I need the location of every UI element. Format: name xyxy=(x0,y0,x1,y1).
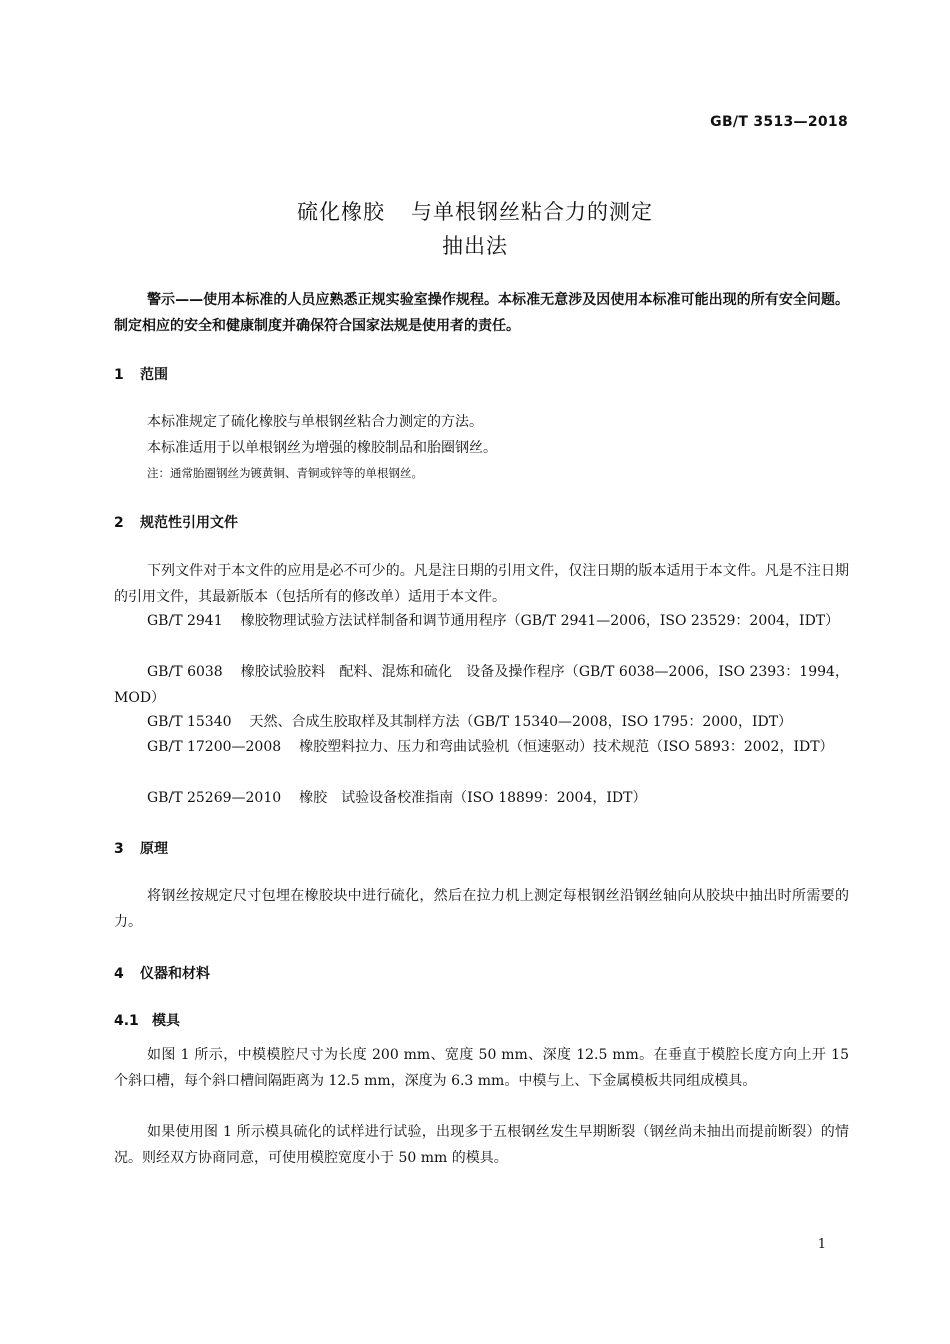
mold-paragraph-1: 如图 1 所示，中模模腔尺寸为长度 200 mm、宽度 50 mm、深度 12.5 mm。在垂直于模腔长度方向上开 15 个斜口槽，每个斜口槽间隔距离为 12.5 mm，深度为 6.3 mm。中模与上、下金属模板共同组成模具。 xyxy=(114,1047,849,1089)
reference-item xyxy=(114,660,849,711)
reference-code: GB/T 17200—2008 xyxy=(147,739,282,755)
mold-paragraph-2: 如果使用图 1 所示模具硫化的试样进行试验，出现多于五根钢丝发生早期断裂（钢丝尚未抽出而提前断裂）的情况。则经双方协商同意，可使用模腔宽度小于 50 mm 的模具。 xyxy=(114,1124,849,1166)
reference-text: 天然、合成生胶取样及其制样方法（GB/T 15340—2008，ISO 1795：2000，IDT） xyxy=(249,714,793,730)
title-part2: 与单根钢丝粘合力的测定 xyxy=(411,200,653,224)
scope-paragraph-2: 本标准适用于以单根钢丝为增强的橡胶制品和胎圈钢丝。 xyxy=(147,440,497,456)
reference-text: 橡胶 试验设备校准指南（ISO 18899：2004，IDT） xyxy=(299,790,647,806)
section-number: 3 xyxy=(114,841,124,857)
scope-note: 注：通常胎圈钢丝为镀黄铜、青铜或锌等的单根钢丝。 xyxy=(147,466,423,480)
section-title: 原理 xyxy=(140,841,168,857)
title-part1: 硫化橡胶 xyxy=(297,200,385,224)
section-3-heading xyxy=(114,838,168,858)
section-number: 2 xyxy=(114,515,124,531)
warning-paragraph: 警示——使用本标准的人员应熟悉正规实验室操作规程。本标准无意涉及因使用本标准可能出现的所有安全问题。制定相应的安全和健康制度并确保符合国家法规是使用者的责任。 xyxy=(114,292,849,334)
section-title: 仪器和材料 xyxy=(140,966,210,982)
page-number: 1 xyxy=(817,1237,826,1252)
section-1-heading xyxy=(114,364,168,384)
section-title: 范围 xyxy=(140,367,168,383)
section-number: 4 xyxy=(114,966,124,982)
subsection-number: 4.1 xyxy=(114,1013,139,1029)
principle-paragraph: 将钢丝按规定尺寸包埋在橡胶块中进行硫化，然后在拉力机上测定每根钢丝沿钢丝轴向从胶块中抽出时所需要的力。 xyxy=(114,888,849,930)
section-4-heading xyxy=(114,963,210,983)
subsection-4-1-heading xyxy=(114,1010,180,1030)
section-title: 规范性引用文件 xyxy=(140,515,238,531)
document-title-line1 xyxy=(0,196,950,226)
reference-item xyxy=(114,786,849,812)
references-intro: 下列文件对于本文件的应用是必不可少的。凡是注日期的引用文件，仅注日期的版本适用于本文件。凡是不注日期的引用文件，其最新版本（包括所有的修改单）适用于本文件。 xyxy=(114,563,849,605)
document-title-line2: 抽出法 xyxy=(442,234,508,258)
subsection-title: 模具 xyxy=(152,1013,180,1029)
reference-code: GB/T 15340 xyxy=(147,714,232,730)
standard-code: GB/T 3513—2018 xyxy=(710,114,848,130)
reference-text: 橡胶塑料拉力、压力和弯曲试验机（恒速驱动）技术规范（ISO 5893：2002，IDT） xyxy=(299,739,834,755)
reference-item xyxy=(114,710,849,736)
reference-code: GB/T 6038 xyxy=(147,664,223,680)
reference-item xyxy=(114,609,849,635)
section-number: 1 xyxy=(114,367,124,383)
section-2-heading xyxy=(114,512,238,532)
reference-text: 橡胶物理试验方法试样制备和调节通用程序（GB/T 2941—2006，ISO 23529：2004，IDT） xyxy=(240,613,840,629)
scope-paragraph-1: 本标准规定了硫化橡胶与单根钢丝粘合力测定的方法。 xyxy=(147,414,483,430)
reference-code: GB/T 25269—2010 xyxy=(147,790,282,806)
reference-item xyxy=(114,735,849,761)
reference-code: GB/T 2941 xyxy=(147,613,223,629)
reference-text: 橡胶试验胶料 配料、混炼和硫化 设备及操作程序（GB/T 6038—2006，ISO 2393：1994，MOD） xyxy=(114,664,850,706)
